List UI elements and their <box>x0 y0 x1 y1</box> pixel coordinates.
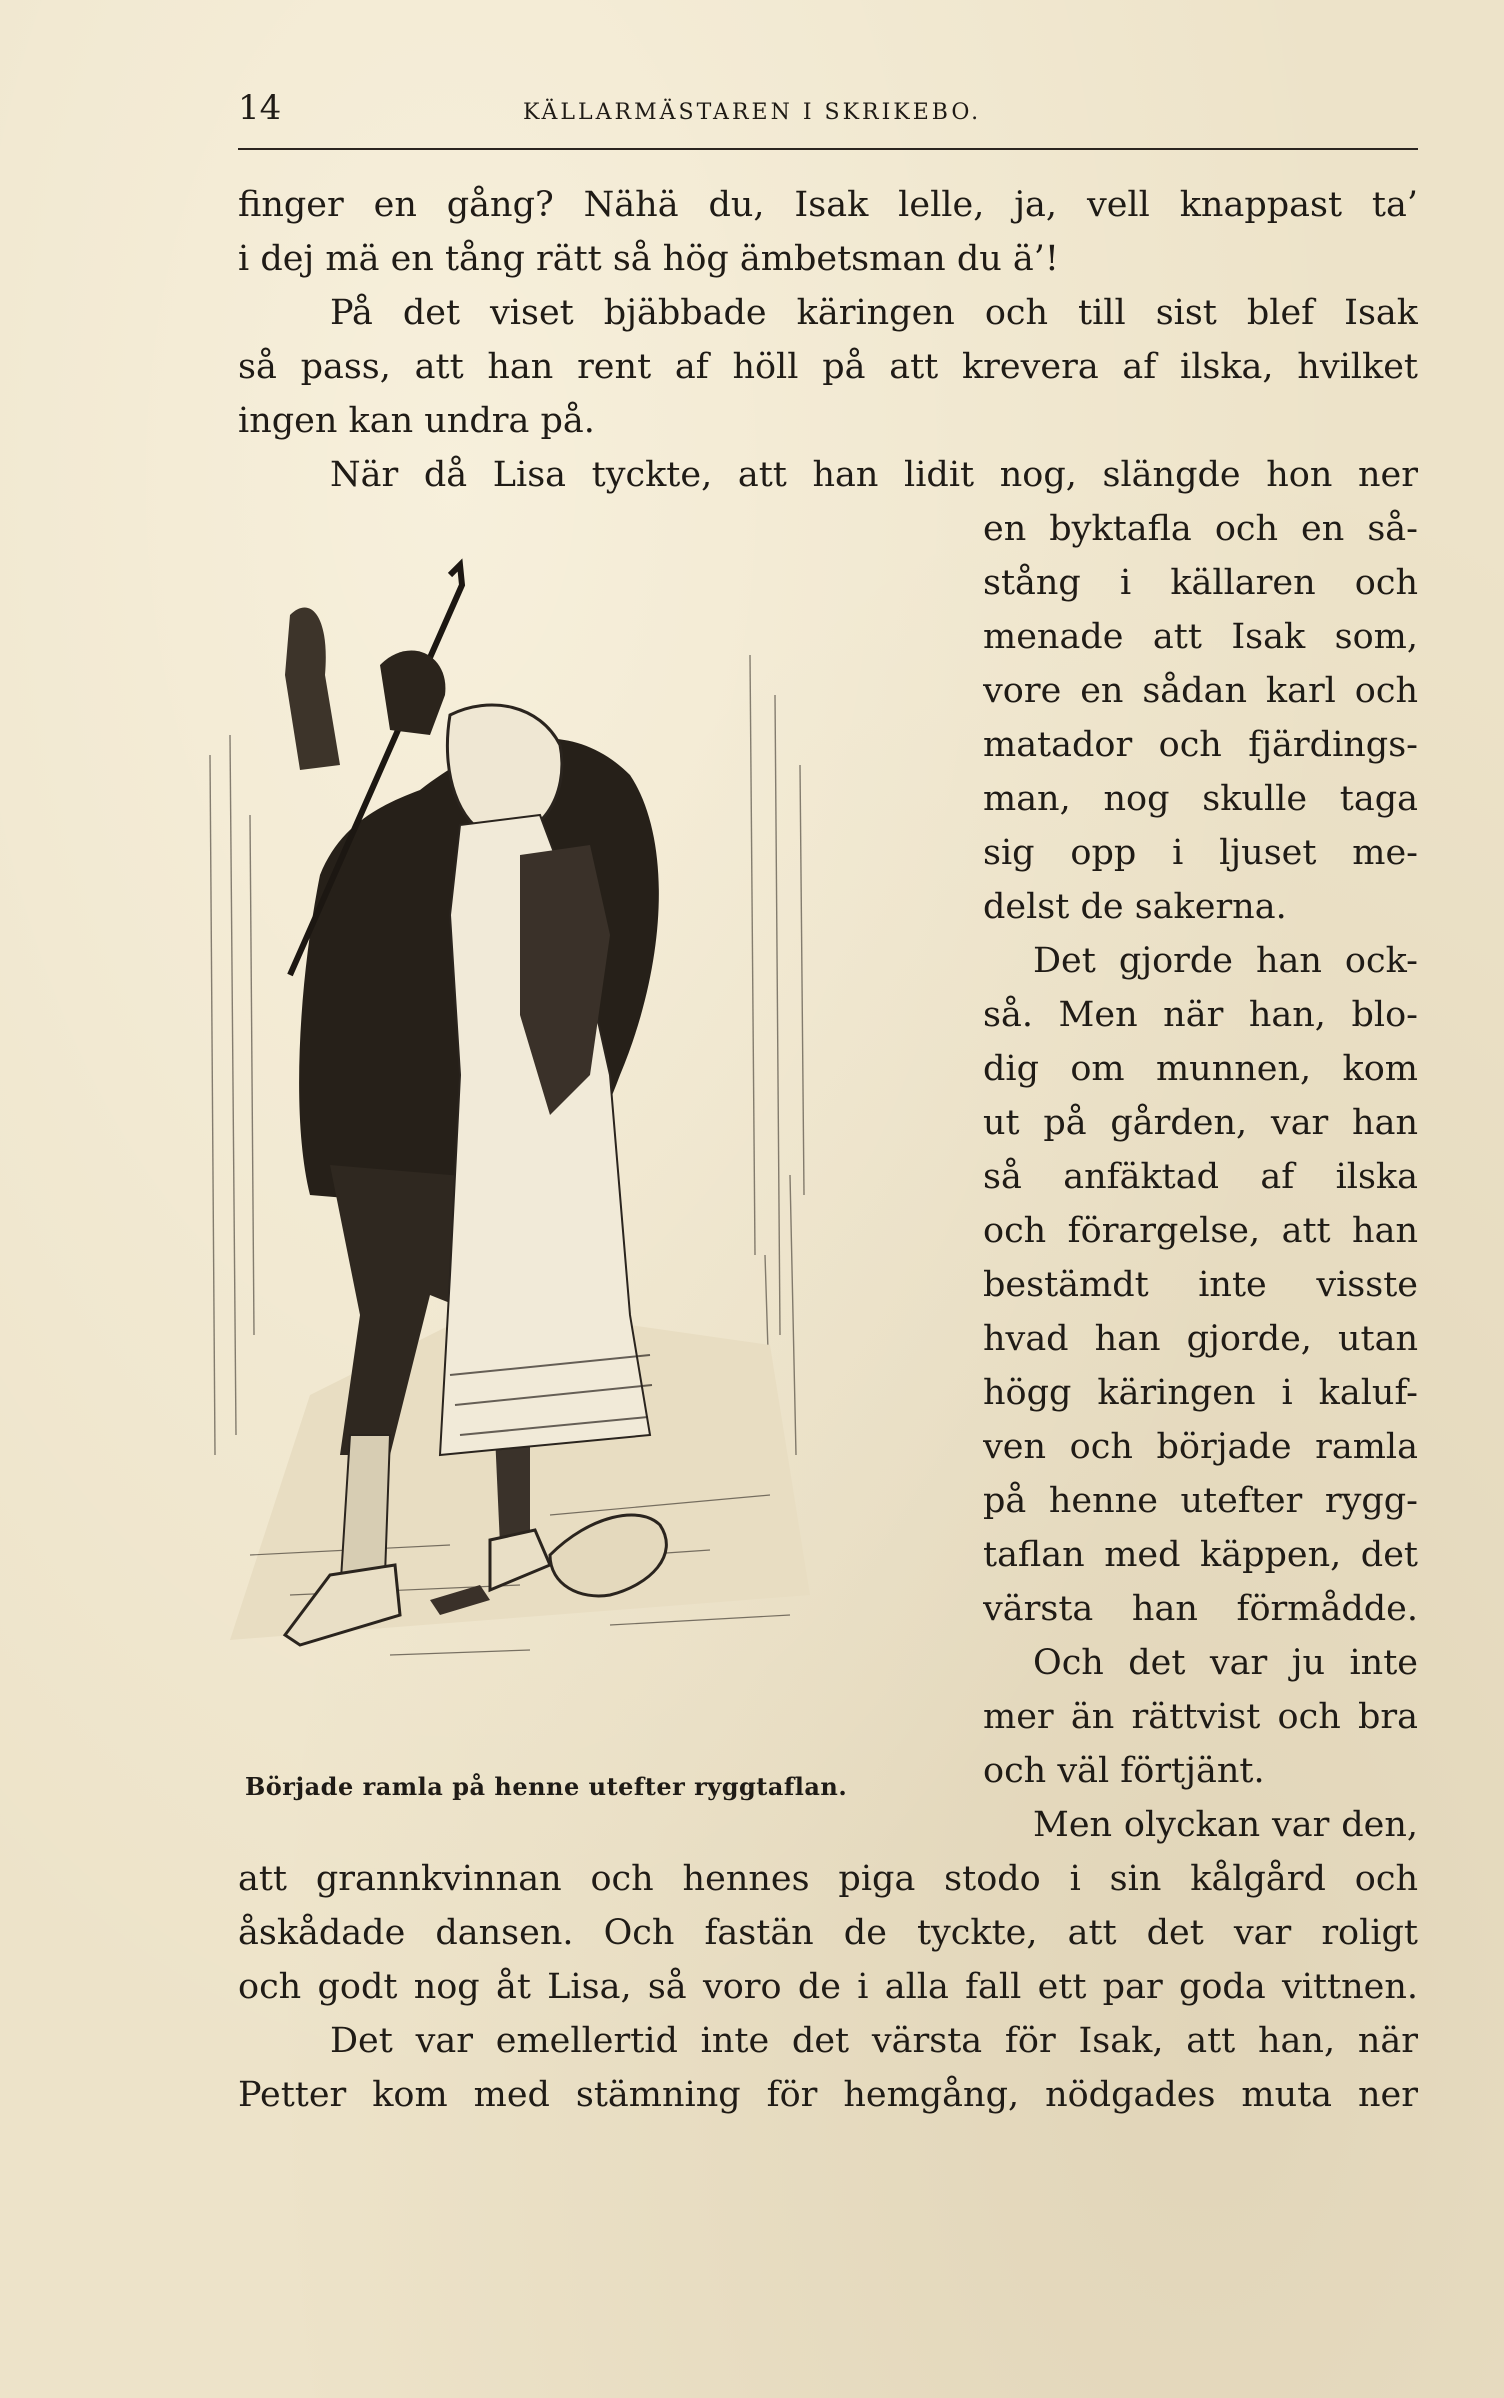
text-line: Det var emellertid inte det värsta för Isak, att han, när <box>330 2021 1418 2061</box>
text-line: Men olyckan var den, <box>1033 1805 1418 1845</box>
text-line: högg käringen i kaluf- <box>983 1373 1418 1413</box>
text-line: matador och fjärdings- <box>983 725 1418 765</box>
text-line: På det viset bjäbbade käringen och till sist blef Isak <box>330 293 1418 333</box>
page-number: 14 <box>238 88 282 128</box>
illustration-caption: Började ramla på henne utefter ryggtaflan. <box>245 1772 848 1801</box>
text-line: och förargelse, att han <box>983 1211 1418 1251</box>
text-line: en byktafla och en så- <box>983 509 1418 549</box>
text-line: så anfäktad af ilska <box>983 1157 1418 1197</box>
text-line: åskådade dansen. Och fastän de tyckte, att det var roligt <box>238 1913 1418 1953</box>
text-line: delst de sakerna. <box>983 887 1287 927</box>
text-line: vore en sådan karl och <box>983 671 1418 711</box>
text-line: stång i källaren och <box>983 563 1418 603</box>
text-line: När då Lisa tyckte, att han lidit nog, slängde hon ner <box>330 455 1418 495</box>
text-line: menade att Isak som, <box>983 617 1418 657</box>
text-line: Petter kom med stämning för hemgång, nödgades muta ner <box>238 2075 1418 2115</box>
text-line: och väl förtjänt. <box>983 1751 1265 1791</box>
running-title: KÄLLARMÄSTAREN I SKRIKEBO. <box>523 100 982 125</box>
text-line: ven och började ramla <box>983 1427 1418 1467</box>
page-header <box>238 88 1418 150</box>
illustration-man-beating-woman <box>190 555 935 1760</box>
text-line: taflan med käppen, det <box>983 1535 1418 1575</box>
text-line: ingen kan undra på. <box>238 401 595 441</box>
text-line: hvad han gjorde, utan <box>983 1319 1418 1359</box>
text-line: dig om munnen, kom <box>983 1049 1418 1089</box>
text-line: att grannkvinnan och hennes piga stodo i sin kålgård och <box>238 1859 1418 1899</box>
text-line: finger en gång? Nähä du, Isak lelle, ja, vell knappast ta’ <box>238 185 1418 225</box>
text-line: mer än rättvist och bra <box>983 1697 1418 1737</box>
text-line: man, nog skulle taga <box>983 779 1418 819</box>
bottom-paragraphs <box>238 1852 1418 2122</box>
text-line: sig opp i ljuset me- <box>983 833 1418 873</box>
text-line: så. Men när han, blo- <box>983 995 1418 1035</box>
text-line: Och det var ju inte <box>1033 1643 1418 1683</box>
text-line: så pass, att han rent af höll på att krevera af ilska, hvilket <box>238 347 1418 387</box>
top-paragraphs <box>238 178 1418 502</box>
text-line: ut på gården, var han <box>983 1103 1418 1143</box>
text-line: bestämdt inte visste <box>983 1265 1418 1305</box>
text-line: och godt nog åt Lisa, så voro de i alla fall ett par goda vittnen. <box>238 1967 1418 2007</box>
text-line: på henne utefter rygg- <box>983 1481 1418 1521</box>
text-line: värsta han förmådde. <box>983 1589 1418 1629</box>
text-line: Det gjorde han ock- <box>1033 941 1418 981</box>
text-line: i dej mä en tång rätt så hög ämbetsman du ä’! <box>238 239 1059 279</box>
side-column <box>983 502 1418 1852</box>
